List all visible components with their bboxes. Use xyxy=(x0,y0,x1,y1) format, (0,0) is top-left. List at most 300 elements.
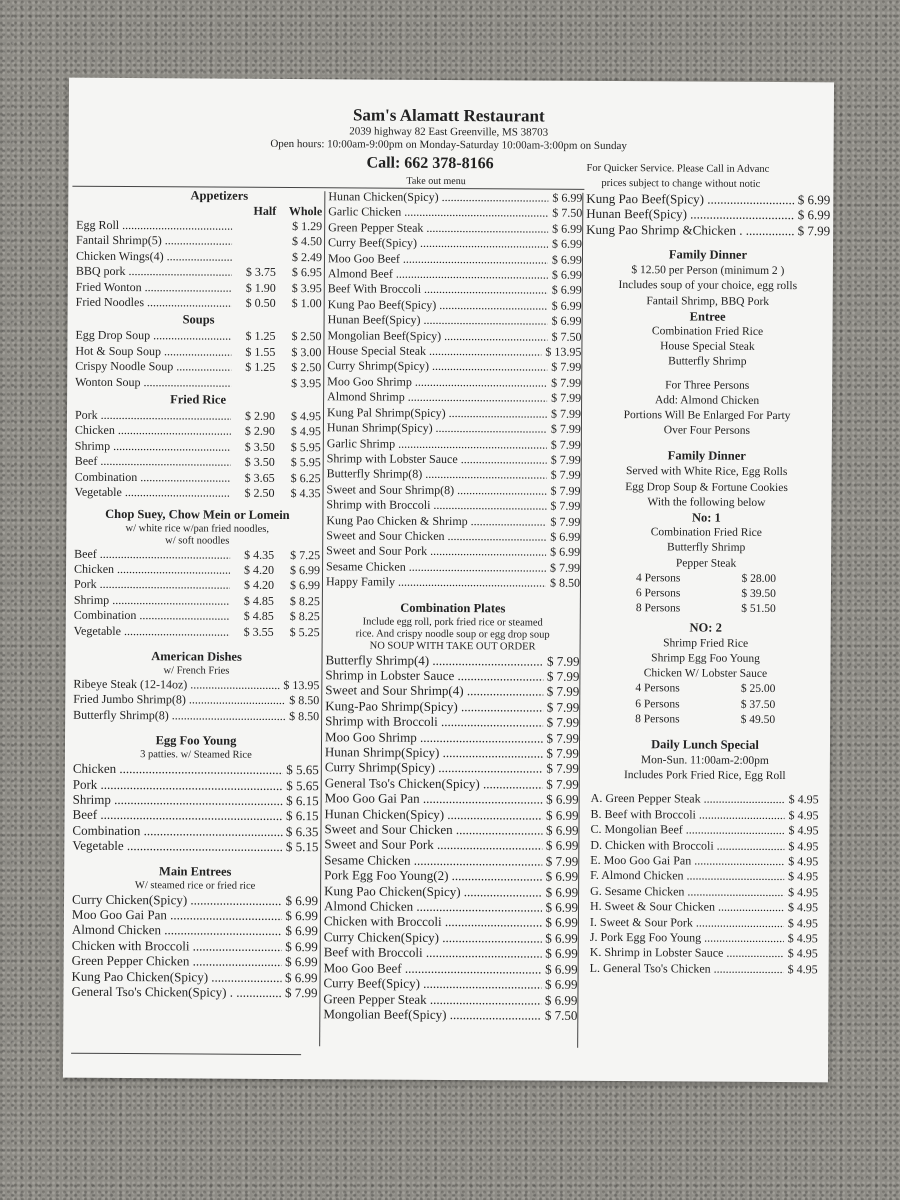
item-name: Pork ..... xyxy=(75,408,231,424)
dish-line: Butterfly Shrimp xyxy=(667,541,746,555)
item-price: $ 7.99 xyxy=(545,853,579,869)
menu-item xyxy=(328,313,582,330)
menu-item xyxy=(323,991,577,1008)
menu-item xyxy=(324,867,578,884)
item-name: Kung Pao Chicken & Shrimp ..... xyxy=(326,513,546,530)
menu-item xyxy=(75,328,321,345)
menu-item xyxy=(74,562,320,579)
dish-line: Shrimp Egg Foo Young xyxy=(651,652,760,665)
menu-item xyxy=(324,883,578,900)
item-name: Crispy Noodle Soup ..... xyxy=(75,359,231,375)
whole-price: $ 5.25 xyxy=(289,624,320,639)
menu-item xyxy=(73,707,319,724)
item-name: Beef ..... xyxy=(73,807,283,824)
item-name: Moo Goo Shrimp ..... xyxy=(327,374,547,391)
item-name: Sesame Chicken ..... xyxy=(326,559,546,576)
item-name: Shrimp with Lobster Sauce ..... xyxy=(327,451,547,468)
section-subtitle: w/ French Fries xyxy=(163,665,230,677)
menu-item xyxy=(325,790,579,807)
item-name: Sesame Chicken ..... xyxy=(324,852,542,869)
item-price: $ 6.99 xyxy=(797,207,831,223)
item-name: Combination ..... xyxy=(75,469,231,485)
item-price: $ 6.99 xyxy=(552,190,583,205)
item-price: $ 7.99 xyxy=(546,699,580,715)
item-name: Kung Pao Beef(Spicy) ..... xyxy=(586,191,794,208)
whole-price: $ 8.25 xyxy=(289,609,320,624)
section-subtitle: 3 patties. w/ Steamed Rice xyxy=(140,749,252,761)
half-price: $ 1.55 xyxy=(245,344,276,359)
menu-item xyxy=(73,807,319,824)
item-name: Sweet and Sour Pork ..... xyxy=(326,544,546,561)
menu-item xyxy=(325,667,579,684)
menu-item xyxy=(72,968,318,985)
item-name: Chicken Wings(4) ..... xyxy=(76,249,232,265)
item-price: $ 7.99 xyxy=(550,467,581,483)
item-price: $ 6.99 xyxy=(551,313,582,329)
appetizers-section xyxy=(76,188,323,312)
whole-price: $ 3.95 xyxy=(291,280,322,295)
item-price: $ 6.99 xyxy=(545,884,579,900)
menu-item xyxy=(324,821,578,838)
item-price: $ 4.95 xyxy=(788,854,819,869)
item-name: Butterfly Shrimp(4) ..... xyxy=(325,652,543,669)
column-3 xyxy=(582,191,831,978)
menu-item xyxy=(73,761,319,778)
menu-item xyxy=(590,961,818,978)
item-price: $ 6.99 xyxy=(285,923,318,939)
item-price: $ 7.99 xyxy=(550,437,581,452)
item-name: Wonton Soup ..... xyxy=(75,374,231,390)
item-name: Pork ..... xyxy=(74,577,230,593)
menu-item xyxy=(325,729,579,746)
menu-item xyxy=(76,249,322,266)
section-title: Family Dinner xyxy=(667,448,746,464)
item-name: House Special Steak ..... xyxy=(327,343,541,360)
menu-item xyxy=(74,485,320,502)
menu-item xyxy=(75,423,321,440)
dish-line: Combination Fried Rice xyxy=(650,526,762,540)
item-price: $ 7.99 xyxy=(550,514,581,529)
persons-price-row xyxy=(583,712,827,729)
item-price: $ 6.99 xyxy=(546,807,579,823)
menu-item xyxy=(590,945,818,962)
half-price: $ 1.25 xyxy=(245,360,276,375)
item-name: Green Pepper Steak ..... xyxy=(323,991,541,1008)
item-name: Curry Shrimp(Spicy) ..... xyxy=(325,760,543,777)
menu-item xyxy=(74,608,320,625)
dish-line: Shrimp Fried Rice xyxy=(663,636,749,650)
menu-item xyxy=(590,868,818,885)
open-hours: Open hours: 10:00am-9:00pm on Monday-Saturday 10:00am-3:00pm on Sunday xyxy=(270,137,627,153)
item-price: $ 6.99 xyxy=(550,529,581,544)
whole-price: $ 4.35 xyxy=(290,486,321,501)
section-title: Fried Rice xyxy=(170,392,227,407)
item-name: Garlic Chicken ..... xyxy=(328,205,548,222)
item-price: $ 6.99 xyxy=(544,976,578,992)
item-price: $ 7.99 xyxy=(546,714,580,730)
column-2 xyxy=(323,189,582,1023)
column-1 xyxy=(71,188,322,1001)
section-title: Family Dinner xyxy=(668,247,748,263)
item-price: $ 6.35 xyxy=(285,823,319,839)
text-line: Fantail Shrimp, BBQ Pork xyxy=(646,294,770,308)
menu-item xyxy=(75,454,321,471)
item-price: $ 6.99 xyxy=(545,961,578,977)
item-name: Sweet and Sour Pork ..... xyxy=(324,837,542,854)
item-price: $ 6.99 xyxy=(797,192,831,208)
half-price: $ 2.90 xyxy=(244,408,276,423)
persons-price-row xyxy=(584,601,828,618)
menu-item xyxy=(586,206,830,223)
whole-price: $ 7.25 xyxy=(290,547,321,562)
item-price: $ 4.95 xyxy=(787,961,818,977)
section-title: Appetizers xyxy=(190,188,249,203)
item-name: Moo Goo Beef ..... xyxy=(324,960,542,977)
item-name: Kung Pao Chicken(Spicy) ..... xyxy=(72,968,282,985)
item-name: Chicken ..... xyxy=(75,423,231,439)
persons-price: $ 39.50 xyxy=(741,587,776,601)
menu-item xyxy=(327,343,581,360)
whole-price: $ 6.99 xyxy=(290,562,321,578)
menu-item xyxy=(72,907,318,924)
item-name: A. Green Pepper Steak ..... xyxy=(591,791,785,808)
half-price: $ 3.50 xyxy=(244,439,275,454)
menu-item xyxy=(327,405,581,422)
menu-item xyxy=(72,938,318,955)
item-price: $ 4.95 xyxy=(787,900,819,915)
persons-count: 8 Persons xyxy=(635,602,681,615)
menu-item xyxy=(73,677,319,694)
item-name: BBQ pork ..... xyxy=(76,264,232,280)
item-price: $ 6.99 xyxy=(285,938,318,955)
section-subtitle: w/ white rice w/pan fried noodles, xyxy=(125,522,270,535)
menu-item xyxy=(76,295,322,312)
item-name: Sweet and Sour Shrimp(4) ..... xyxy=(325,683,543,700)
item-name: Shrimp in Lobster Sauce ..... xyxy=(325,667,543,684)
item-name: Shrimp ..... xyxy=(74,592,230,608)
item-name: Combination ..... xyxy=(72,822,282,839)
item-price: $ 7.99 xyxy=(546,668,580,684)
item-name: Beef ..... xyxy=(75,454,231,470)
text-line: Portions Will Be Enlarged For Party xyxy=(623,409,791,423)
item-name: Chicken with Broccoli ..... xyxy=(324,914,542,931)
item-price: $ 7.99 xyxy=(546,730,580,746)
item-name: Almond Beef ..... xyxy=(328,266,548,283)
item-price: $ 7.99 xyxy=(550,421,581,436)
persons-count: 4 Persons xyxy=(635,682,680,695)
item-name: Hunan Chicken(Spicy) ..... xyxy=(328,189,548,206)
menu-item xyxy=(76,264,322,281)
item-price: $ 5.15 xyxy=(285,839,319,855)
item-name: Almond Chicken ..... xyxy=(324,898,542,915)
menu-header xyxy=(69,78,834,153)
menu-item xyxy=(73,776,319,793)
item-price: $ 7.99 xyxy=(550,452,581,467)
menu-item xyxy=(73,792,319,809)
item-name: J. Pork Egg Foo Young ..... xyxy=(590,930,784,947)
menu-item xyxy=(74,592,320,609)
item-name: C. Mongolian Beef ..... xyxy=(590,822,784,839)
item-price: $ 7.99 xyxy=(550,560,581,575)
item-price: $ 6.99 xyxy=(551,267,582,282)
menu-item xyxy=(76,233,322,250)
item-name: Chicken ..... xyxy=(73,761,283,778)
menu-item xyxy=(590,837,818,854)
item-price: $ 4.95 xyxy=(788,792,819,807)
menu-item xyxy=(325,683,579,700)
item-price: $ 13.95 xyxy=(283,677,320,693)
item-name: Egg Roll ..... xyxy=(76,218,232,234)
text-line: Served with White Rice, Egg Rolls xyxy=(625,465,788,479)
menu-item xyxy=(328,282,582,299)
item-name: Shrimp with Broccoli ..... xyxy=(325,713,543,730)
menu-item xyxy=(71,984,317,1001)
section-title: Egg Foo Young xyxy=(155,733,237,748)
menu-item xyxy=(328,266,582,283)
option-label: NO: 2 xyxy=(689,620,722,636)
item-price: $ 5.65 xyxy=(286,762,319,778)
item-name: Butterfly Shrimp(8) ..... xyxy=(73,707,285,724)
whole-price: $ 3.00 xyxy=(291,344,322,360)
persons-count: 8 Persons xyxy=(635,712,680,726)
item-name: G. Sesame Chicken ..... xyxy=(590,884,784,901)
menu-item xyxy=(72,838,318,855)
menu-item xyxy=(72,891,318,908)
persons-count: 6 Persons xyxy=(635,587,681,600)
whole-price: $ 6.25 xyxy=(290,470,321,485)
item-name: Vegetable ..... xyxy=(74,623,230,639)
item-price: $ 8.50 xyxy=(289,708,320,723)
item-name: Egg Drop Soup ..... xyxy=(75,328,231,344)
menu-item xyxy=(326,574,580,591)
whole-price: $ 4.50 xyxy=(292,234,323,249)
menu-item xyxy=(590,822,818,839)
item-name: Kung Pao Beef(Spicy) ..... xyxy=(328,297,548,314)
item-name: Fried Jumbo Shrimp(8) ..... xyxy=(73,692,285,709)
menu-item xyxy=(590,884,818,901)
whole-price: $ 4.95 xyxy=(290,409,322,424)
item-name: Mongolian Beef(Spicy) ..... xyxy=(327,328,547,345)
menu-item xyxy=(325,806,579,823)
text-line: Add: Almond Chicken xyxy=(654,394,760,407)
menu-item xyxy=(586,191,830,208)
menu-item xyxy=(75,344,321,361)
menu-item xyxy=(328,220,582,237)
section-title: American Dishes xyxy=(151,649,242,664)
item-name: Shrimp ..... xyxy=(75,439,231,455)
item-name: Curry Chicken(Spicy) ..... xyxy=(324,929,542,946)
menu-item xyxy=(76,279,322,296)
menu-item xyxy=(324,837,578,854)
item-name: Green Pepper Steak ..... xyxy=(328,220,548,237)
quicker-service-note: For Quicker Service. Please Call in Advanc xyxy=(586,162,770,175)
persons-count: 4 Persons xyxy=(635,572,681,585)
item-name: Fried Wonton ..... xyxy=(76,279,232,295)
menu-item xyxy=(325,744,579,761)
item-price: $ 8.50 xyxy=(289,693,320,708)
item-price: $ 6.99 xyxy=(545,915,578,931)
item-name: Curry Beef(Spicy) ..... xyxy=(328,235,548,252)
item-price: $ 6.99 xyxy=(551,283,582,298)
option-label: No: 1 xyxy=(691,510,721,525)
whole-price: $ 5.95 xyxy=(290,439,321,455)
section-subtitle: rice. And crispy noodle soup or egg drop soup xyxy=(355,627,550,641)
item-price: $ 6.99 xyxy=(285,969,318,985)
text-line: Combination Fried Rice xyxy=(651,325,764,338)
item-price: $ 4.95 xyxy=(788,838,819,853)
item-price: $ 7.99 xyxy=(550,406,582,421)
whole-price: $ 6.99 xyxy=(289,578,321,593)
item-name: Hunan Beef(Spicy) ..... xyxy=(586,206,794,223)
menu-item xyxy=(323,1006,577,1023)
item-name: General Tso's Chicken(Spicy) ..... xyxy=(325,775,543,792)
text-line: House Special Steak xyxy=(660,340,755,354)
half-price: $ 2.50 xyxy=(244,485,275,501)
item-name: Vegetable ..... xyxy=(74,485,230,501)
persons-count: 6 Persons xyxy=(635,697,680,710)
section-title: Main Entrees xyxy=(159,863,232,879)
item-name: Kung Pal Shrimp(Spicy) ..... xyxy=(327,405,547,422)
menu-item xyxy=(76,218,322,235)
whole-price: $ 1.29 xyxy=(292,219,323,234)
menu-item xyxy=(328,297,582,314)
menu-item xyxy=(327,328,581,345)
menu-item xyxy=(591,791,819,808)
item-name: Chicken ..... xyxy=(74,562,230,578)
menu-item xyxy=(328,189,582,206)
item-name: Pork ..... xyxy=(73,776,283,793)
menu-item xyxy=(325,652,579,669)
whole-price: $ 3.95 xyxy=(291,375,322,390)
item-name: Hunan Shrimp(Spicy) ..... xyxy=(325,744,543,761)
item-name: Moo Goo Gai Pan ..... xyxy=(325,790,543,807)
item-name: Green Pepper Chicken ..... xyxy=(72,953,282,970)
menu-item xyxy=(324,929,578,946)
item-price: $ 6.99 xyxy=(545,899,579,915)
item-price: $ 7.99 xyxy=(546,776,579,792)
item-price: $ 4.95 xyxy=(788,884,819,900)
item-name: Pork Egg Foo Young(2) ..... xyxy=(324,867,542,884)
menu-item xyxy=(75,469,321,486)
item-name: D. Chicken with Broccoli ..... xyxy=(590,837,784,854)
item-price: $ 13.95 xyxy=(545,344,582,359)
menu-item xyxy=(325,713,579,730)
item-name: Shrimp ..... xyxy=(73,792,283,809)
whole-price: $ 5.95 xyxy=(290,455,321,470)
persons-price: $ 25.00 xyxy=(740,683,776,696)
section-title: Daily Lunch Special xyxy=(651,737,759,752)
item-price: $ 6.99 xyxy=(545,822,579,838)
phone-number: Call: 662 378-8166 xyxy=(366,154,494,173)
item-price: $ 7.50 xyxy=(544,1007,578,1023)
item-name: Sweet and Sour Chicken ..... xyxy=(326,528,546,545)
menu-item xyxy=(328,205,582,222)
persons-price: $ 49.50 xyxy=(740,713,776,726)
item-name: Beef ..... xyxy=(74,546,230,562)
menu-item xyxy=(590,853,818,870)
dish-line: Chicken W/ Lobster Sauce xyxy=(643,667,768,681)
half-price: $ 3.50 xyxy=(244,455,275,470)
item-price: $ 6.99 xyxy=(551,298,582,313)
half-header: Half xyxy=(253,203,277,218)
item-price: $ 6.99 xyxy=(544,992,578,1008)
text-line: Includes Pork Fried Rice, Egg Roll xyxy=(623,769,786,783)
item-name: Kung-Pao Shrimp(Spicy) ..... xyxy=(325,698,543,715)
restaurant-address: 2039 highway 82 East Greenville, MS 38703 xyxy=(349,125,549,139)
item-name: Hot & Soup Soup ..... xyxy=(75,344,231,360)
item-name: Moo Goo Beef ..... xyxy=(328,251,548,268)
item-name: Vegetable ..... xyxy=(72,838,282,855)
item-price: $ 4.95 xyxy=(788,869,819,884)
menu-item xyxy=(590,914,818,931)
half-price: $ 3.65 xyxy=(244,470,275,485)
item-name: General Tso's Chicken(Spicy) . ..... xyxy=(71,984,281,1001)
item-price: $ 5.65 xyxy=(286,777,319,793)
menu-item xyxy=(73,692,319,709)
menu-item xyxy=(590,930,818,947)
half-price: $ 4.85 xyxy=(243,608,274,624)
item-name: Chicken with Broccoli ..... xyxy=(72,938,282,955)
item-price: $ 7.99 xyxy=(550,498,581,513)
item-name: Hunan Chicken(Spicy) ..... xyxy=(325,806,543,823)
menu-item xyxy=(325,775,579,792)
item-price: $ 4.95 xyxy=(788,823,819,838)
item-price: $ 7.50 xyxy=(551,329,582,344)
half-price: $ 3.75 xyxy=(245,264,276,280)
item-name: Ribeye Steak (12-14oz) ..... xyxy=(73,677,279,694)
menu-item xyxy=(72,922,318,939)
item-name: Shrimp with Broccoli ..... xyxy=(326,497,546,514)
item-price: $ 6.99 xyxy=(285,954,318,970)
menu-item xyxy=(590,899,818,916)
item-name: Butterfly Shrimp(8) ..... xyxy=(327,467,547,484)
menu-paper xyxy=(63,78,834,1083)
item-name: Sweet and Sour Chicken ..... xyxy=(324,821,542,838)
menu-item xyxy=(74,623,320,640)
item-name: I. Sweet & Sour Pork ..... xyxy=(590,914,784,931)
text-line: Over Four Persons xyxy=(663,424,751,438)
item-name: Curry Beef(Spicy) ..... xyxy=(323,975,541,992)
menu-item xyxy=(75,439,321,456)
whole-price: $ 6.95 xyxy=(291,265,322,280)
menu-item xyxy=(326,559,580,576)
menu-item xyxy=(75,359,321,376)
text-line: With the following below xyxy=(647,496,766,509)
item-price: $ 7.99 xyxy=(551,360,582,375)
menu-item xyxy=(324,852,578,869)
item-price: $ 6.99 xyxy=(552,221,583,236)
whole-header: Whole xyxy=(288,204,323,219)
item-price: $ 6.99 xyxy=(545,945,578,962)
takeout-label: Take out menu xyxy=(406,175,466,188)
persons-price-row xyxy=(584,571,828,588)
item-name: Happy Family ..... xyxy=(326,574,546,591)
whole-price: $ 8.25 xyxy=(289,593,320,608)
item-price: $ 6.99 xyxy=(546,791,579,808)
menu-item xyxy=(326,513,580,530)
section-title: Combination Plates xyxy=(400,600,506,615)
menu-item xyxy=(327,420,581,437)
whole-price: $ 1.00 xyxy=(291,296,322,311)
whole-price: $ 2.50 xyxy=(291,360,322,375)
item-price: $ 7.99 xyxy=(546,761,579,777)
item-name: L. General Tso's Chicken ..... xyxy=(590,961,784,978)
menu-item xyxy=(324,960,578,977)
half-price: $ 4.85 xyxy=(243,593,274,608)
item-name: Beef with Broccoli ..... xyxy=(324,945,542,962)
menu-item xyxy=(591,807,819,824)
menu-item xyxy=(75,408,321,425)
